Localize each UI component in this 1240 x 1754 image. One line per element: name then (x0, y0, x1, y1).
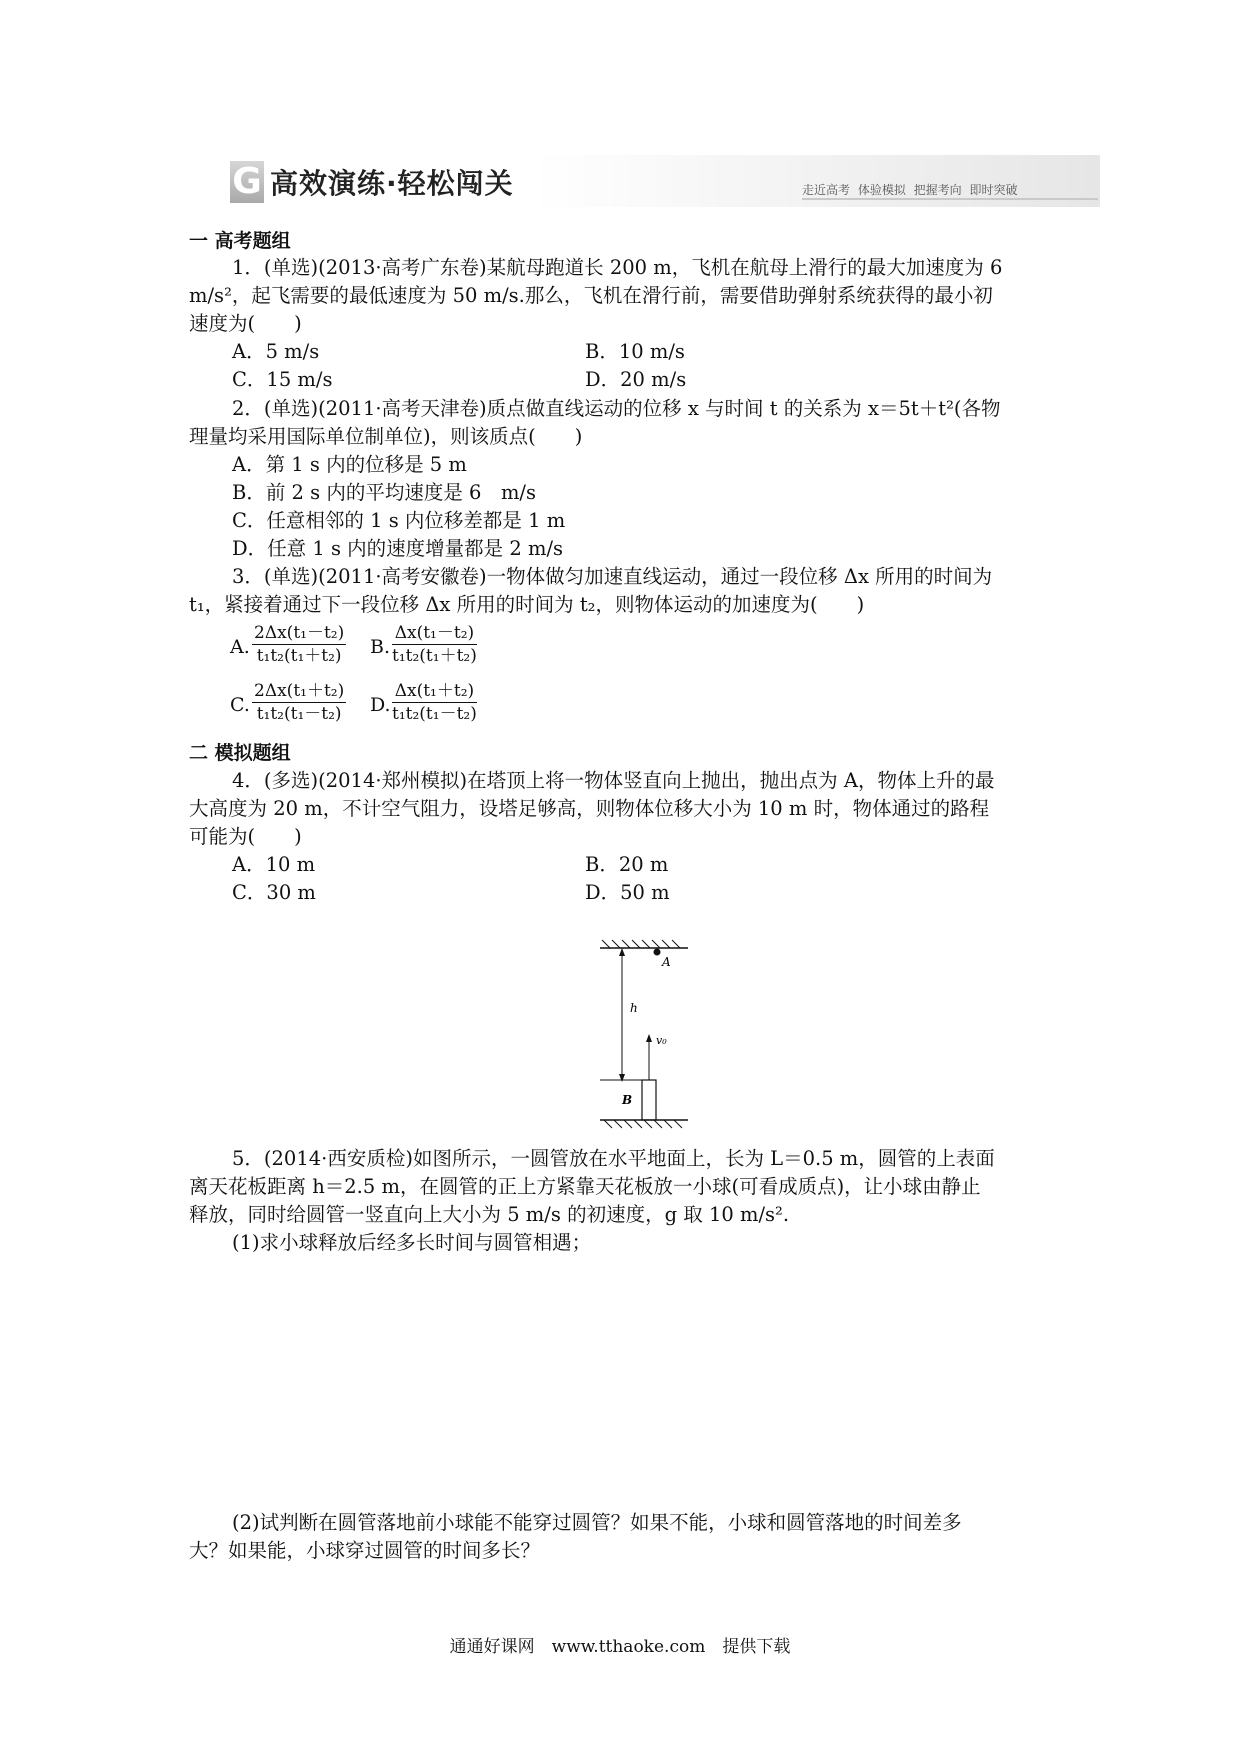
q2-option-a: A．第 1 s 内的位移是 5 m (232, 453, 467, 476)
q3-line-2: t₁，紧接着通过下一段位移 Δx 所用的时间为 t₂，则物体运动的加速度为( ) (189, 593, 865, 616)
q2-option-b: B．前 2 s 内的平均速度是 6 m/s (232, 481, 537, 504)
q4-option-a: A．10 m (232, 853, 316, 876)
q5-line-2: 离天花板距离 h＝2.5 m，在圆管的正上方紧靠天花板放一小球(可看成质点)，让小球由静止 (189, 1175, 981, 1198)
q2-line-1: 2．(单选)(2011·高考天津卷)质点做直线运动的位移 x 与时间 t 的关系为 x＝5t＋t²(各物 (232, 397, 1001, 420)
label-a: A (662, 955, 671, 969)
ground (600, 1120, 688, 1128)
label-v0: v₀ (656, 1034, 667, 1047)
section-heading-moni: 二 模拟题组 (189, 742, 291, 764)
q1-option-c: C．15 m/s (232, 368, 333, 391)
q3-option-c-denominator: t₁t₂(t₁－t₂) (256, 704, 342, 724)
q1-line-3: 速度为( ) (189, 312, 302, 335)
q3-option-c-label: C. (230, 694, 250, 716)
q3-option-d-denominator: t₁t₂(t₁－t₂) (392, 704, 477, 724)
q5-line-1: 5．(2014·西安质检)如图所示，一圆管放在水平地面上，长为 L＝0.5 m，圆管的上表面 (232, 1147, 995, 1170)
label-b: B (622, 1093, 633, 1107)
velocity-arrow (646, 1034, 652, 1080)
q4-line-3: 可能为( ) (189, 825, 302, 848)
q3-option-b-fraction (392, 622, 477, 667)
q3-option-c-fraction (252, 680, 346, 725)
q4-option-d: D．50 m (585, 881, 670, 904)
q3-option-a-label: A. (230, 636, 250, 658)
q1-option-d: D．20 m/s (585, 368, 687, 391)
q5-part-2-line-1: (2)试判断在圆管落地前小球能不能穿过圆管？如果不能，小球和圆管落地的时间差多 (232, 1511, 962, 1534)
q5-part-2-line-2: 大？如果能，小球穿过圆管的时间多长？ (189, 1539, 541, 1562)
label-h: h (630, 1001, 638, 1015)
q2-option-d: D．任意 1 s 内的速度增量都是 2 m/s (232, 537, 564, 560)
q4-line-1: 4．(多选)(2014·郑州模拟)在塔顶上将一物体竖直向上抛出，抛出点为 A，物体上升的最 (232, 769, 995, 792)
q4-option-b: B．20 m (585, 853, 669, 876)
q2-line-2: 理量均采用国际单位制单位)，则该质点( ) (189, 425, 583, 448)
q5-part-1: (1)求小球释放后经多长时间与圆管相遇； (232, 1231, 592, 1254)
q3-option-b-label: B. (370, 636, 391, 658)
q1-line-1: 1．(单选)(2013·高考广东卷)某航母跑道长 200 m，飞机在航母上滑行的最大加速度为 6 (232, 256, 1003, 279)
q3-line-1: 3．(单选)(2011·高考安徽卷)一物体做匀加速直线运动，通过一段位移 Δx 所用的时间为 (232, 565, 993, 588)
q3-option-b-numerator: Δx(t₁－t₂) (392, 622, 477, 645)
q3-option-d-numerator: Δx(t₁＋t₂) (392, 680, 477, 703)
q1-option-b: B．10 m/s (585, 340, 685, 363)
q1-line-2: m/s²，起飞需要的最低速度为 50 m/s.那么，飞机在滑行前，需要借助弹射系统获得的最小初 (189, 284, 993, 307)
q5-line-3: 释放，同时给圆管一竖直向上大小为 5 m/s 的初速度，g 取 10 m/s². (189, 1203, 790, 1226)
banner-tagline: 走近高考 体验模拟 把握考向 即时突破 (802, 183, 1018, 197)
q3-option-b-denominator: t₁t₂(t₁＋t₂) (392, 646, 477, 666)
q3-option-c-numerator: 2Δx(t₁＋t₂) (254, 681, 345, 701)
banner-logo-letter: G (230, 161, 264, 203)
q3-option-a-denominator: t₁t₂(t₁＋t₂) (256, 646, 342, 666)
q3-option-d-fraction (392, 680, 477, 725)
q4-line-2: 大高度为 20 m，不计空气阻力，设塔足够高，则物体位移大小为 10 m 时，物体通过的路程 (189, 797, 990, 820)
q3-option-a-fraction (252, 622, 346, 667)
q3-option-d-label: D. (370, 694, 391, 716)
tube (642, 1080, 656, 1120)
ceiling (600, 940, 688, 948)
banner-rule (802, 198, 1098, 200)
q4-option-c: C．30 m (232, 881, 316, 904)
section-heading-gaokao: 一 高考题组 (189, 230, 291, 252)
q3-option-a-numerator: 2Δx(t₁－t₂) (254, 623, 345, 643)
ball (654, 949, 661, 956)
height-arrow (619, 948, 625, 1082)
banner-title: 高效演练·轻松闯关 (270, 167, 514, 200)
footer-source: 通通好课网 www.tthaoke.com 提供下载 (449, 1637, 791, 1657)
tube-ball-diagram (592, 936, 700, 1136)
q1-option-a: A．5 m/s (232, 340, 320, 363)
q2-option-c: C．任意相邻的 1 s 内位移差都是 1 m (232, 509, 566, 532)
